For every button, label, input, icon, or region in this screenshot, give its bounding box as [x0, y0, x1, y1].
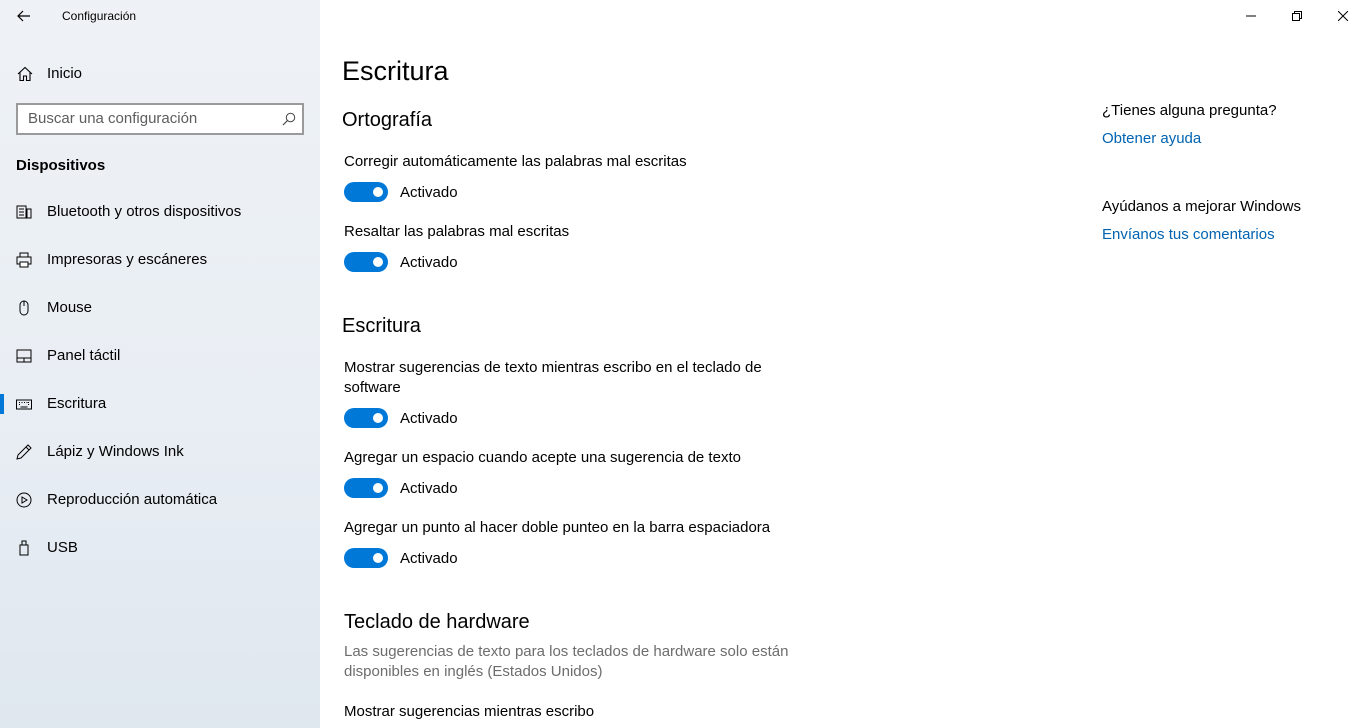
autoplay-icon — [16, 492, 32, 508]
section-title-dispositivos: Dispositivos — [16, 157, 106, 174]
suggestions-toggle[interactable] — [344, 408, 458, 428]
heading-hardware-keyboard: Teclado de hardware — [344, 611, 530, 633]
setting-suggestions-label: Mostrar sugerencias de texto mientras escribo en el teclado de software — [344, 359, 762, 396]
mouse-icon — [16, 300, 32, 316]
setting-hardware-suggestions-label: Mostrar sugerencias mientras escribo — [344, 703, 595, 720]
toggle-switch[interactable] — [344, 408, 388, 428]
toggle-knob — [373, 257, 383, 267]
highlight-toggle[interactable] — [344, 252, 458, 272]
title-bar-left — [0, 0, 320, 32]
sidebar-item-label: Impresoras y escáneres — [47, 251, 208, 268]
setting-autocorrect-label: Corregir automáticamente las palabras mal escritas — [344, 153, 687, 170]
window-controls — [1228, 0, 1366, 32]
sidebar-item-label: Lápiz y Windows Ink — [47, 443, 184, 460]
nav-home-label: Inicio — [47, 65, 83, 82]
double-tap-period-toggle[interactable] — [344, 548, 458, 568]
search-box[interactable] — [16, 103, 304, 135]
restore-icon — [1292, 11, 1302, 21]
setting-highlight-label: Resaltar las palabras mal escritas — [344, 223, 570, 240]
sidebar-item-label: Reproducción automática — [47, 491, 218, 508]
sidebar-item-label: USB — [47, 539, 78, 556]
sidebar-item-bluetooth[interactable] — [0, 192, 320, 232]
toggle-switch[interactable] — [344, 182, 388, 202]
setting-double-tap-period-label: Agregar un punto al hacer doble punteo en la barra espaciadora — [344, 519, 771, 536]
send-feedback-link[interactable]: Envíanos tus comentarios — [1102, 226, 1275, 243]
home-icon — [16, 65, 34, 83]
close-icon — [1338, 11, 1348, 21]
sidebar-item-label: Panel táctil — [47, 347, 121, 364]
sidebar-item-label: Escritura — [47, 395, 107, 412]
sidebar-item-label: Bluetooth y otros dispositivos — [47, 203, 242, 220]
heading-ortografia: Ortografía — [342, 109, 433, 131]
get-help-link[interactable]: Obtener ayuda — [1102, 130, 1202, 147]
toggle-knob — [373, 187, 383, 197]
bluetooth-devices-icon — [16, 204, 32, 220]
toggle-knob — [373, 483, 383, 493]
sidebar-item-pen[interactable] — [0, 432, 320, 472]
back-button[interactable] — [8, 4, 40, 28]
app-title: Configuración — [62, 9, 137, 23]
active-indicator — [0, 394, 4, 414]
keyboard-icon — [16, 396, 32, 412]
toggle-state-label: Activado — [400, 549, 458, 567]
nav-home[interactable] — [0, 56, 320, 90]
toggle-knob — [373, 413, 383, 423]
sidebar-item-printers[interactable] — [0, 240, 320, 280]
improve-windows-text: Ayúdanos a mejorar Windows — [1102, 198, 1301, 215]
pen-icon — [16, 444, 32, 460]
toggle-switch[interactable] — [344, 478, 388, 498]
minimize-button[interactable] — [1228, 0, 1274, 32]
add-space-toggle[interactable] — [344, 478, 458, 498]
search-input[interactable] — [28, 110, 268, 127]
sidebar-item-autoplay[interactable] — [0, 480, 320, 520]
autocorrect-toggle[interactable] — [344, 182, 458, 202]
usb-icon — [16, 540, 32, 556]
restore-button[interactable] — [1274, 0, 1320, 32]
toggle-switch[interactable] — [344, 252, 388, 272]
page-title: Escritura — [342, 56, 449, 86]
back-arrow-icon — [17, 10, 31, 22]
touchpad-icon — [16, 348, 32, 364]
sidebar-item-label: Mouse — [47, 299, 93, 316]
sidebar-item-touchpad[interactable] — [0, 336, 320, 376]
main-content — [320, 0, 1366, 728]
sidebar-item-usb[interactable] — [0, 528, 320, 568]
sidebar-item-mouse[interactable] — [0, 288, 320, 328]
minimize-icon — [1246, 11, 1256, 21]
toggle-state-label: Activado — [400, 253, 458, 271]
help-question: ¿Tienes alguna pregunta? — [1102, 102, 1277, 119]
toggle-state-label: Activado — [400, 409, 458, 427]
heading-escritura: Escritura — [342, 315, 421, 337]
toggle-knob — [373, 553, 383, 563]
printer-icon — [16, 252, 32, 268]
close-button[interactable] — [1320, 0, 1366, 32]
sidebar — [0, 0, 320, 728]
toggle-state-label: Activado — [400, 183, 458, 201]
hardware-description: Las sugerencias de texto para los teclados de hardware solo están disponibles en inglés (Estados Unidos) — [344, 643, 789, 680]
toggle-switch[interactable] — [344, 548, 388, 568]
search-icon[interactable] — [282, 112, 296, 126]
sidebar-item-escritura[interactable] — [0, 384, 320, 424]
toggle-state-label: Activado — [400, 479, 458, 497]
setting-add-space-label: Agregar un espacio cuando acepte una sugerencia de texto — [344, 449, 741, 466]
